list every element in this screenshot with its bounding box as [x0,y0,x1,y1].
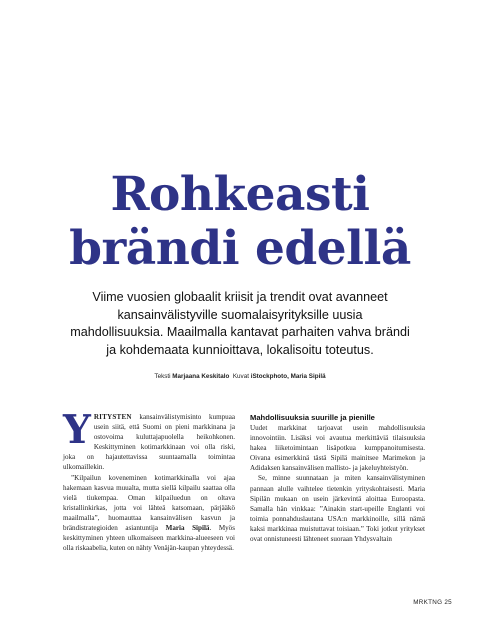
paragraph-text: . Myös keskittyminen yhteen ulkomaiseen markkina-alueeseen voi olla riskaabelia, kuten on nähty Venäjän-kaupan yhteydessä. [63,524,235,553]
article-title-line-2: brändi edellä [69,221,411,276]
paragraph-text: ”Kilpailun koveneminen kotimarkkinalla voi ajaa hakemaan kasvua muualta, mutta siellä kilpailu saattaa olla vielä tiukempaa. Oman kilpailuedun on oltava kristallinkirkas, jotta voi lähteä katsomaan, pärjääkö maailmalla”, huomauttaa kansainvälisen kasvun ja brändistrategioiden asiantuntija [63,473,235,533]
lead-word: RITYSTEN [93,413,132,421]
body-paragraph: Uudet markkinat tarjoavat usein mahdollisuuksia innovointiin. Lisäksi voi avautua merkittäviä tilaisuuksia hakea liiketoimintaan lisäpotkua kumppanoitumisesta. Oivana esimerkkinä tästä Sipilä mainitsee Marimekon ja Adidaksen kansainvälisen mallisto- ja jakeluyhteistyön. [250,424,425,473]
body-paragraph [63,473,235,554]
body-column-right [250,413,425,544]
article-title-line-1: Rohkeasti [110,167,370,222]
article-title [0,168,480,276]
byline-text-label: Teksti [154,373,171,380]
byline-photo-author: iStockphoto, Maria Sipilä [250,373,326,380]
drop-cap: Y [63,407,91,453]
body-paragraph: Se, minne suunnataan ja miten kansainvälistyminen pannaan alulle vaihtelee tietenkin yrityskohtaisesti. Maria Sipilän mukaan on usein järkevintä aloittaa Euroopasta. Samalla hän vinkkaa: ”Ainakin start-upeille Englanti voi toimia ponnahduslautana USA:n markkinoille, sillä nämä kaksi markkinaa muistuttavat toisiaan.” Toki jotkut yritykset ovat onnistuneesti lähteneet suoraan Yhdysvaltain [250,474,425,544]
page-footer: MRKTNG 25 [413,599,452,606]
paragraph-text: kansainvälistymisinto kumpuaa usein siitä, että Suomi on pieni markkinana ja ostovoima kuluttajapuolella heikohkonen. Keskittyminen kotimarkkinaan voi olla riski, joka on hajautettavissa suuntaamalla toimintaa ulkomaillekin. [63,413,235,472]
expert-name: Maria Sipilä [165,524,210,533]
article-lede: Viime vuosien globaalit kriisit ja trendit ovat avanneet kansainvälistyville suomalaisyrityksille uusia mahdollisuuksia. Maailmalla kantavat parhaiten vahva brändi ja kohdemaata kunnioittava, lokalisoitu toteutus. [70,290,410,357]
byline [0,373,480,380]
byline-photo-label: Kuvat [232,373,249,380]
body-paragraph [63,407,235,473]
byline-text-author: Marjaana Keskitalo [172,373,230,380]
section-subheading: Mahdollisuuksia suurille ja pienille [250,413,375,422]
body-column-left [63,407,235,553]
